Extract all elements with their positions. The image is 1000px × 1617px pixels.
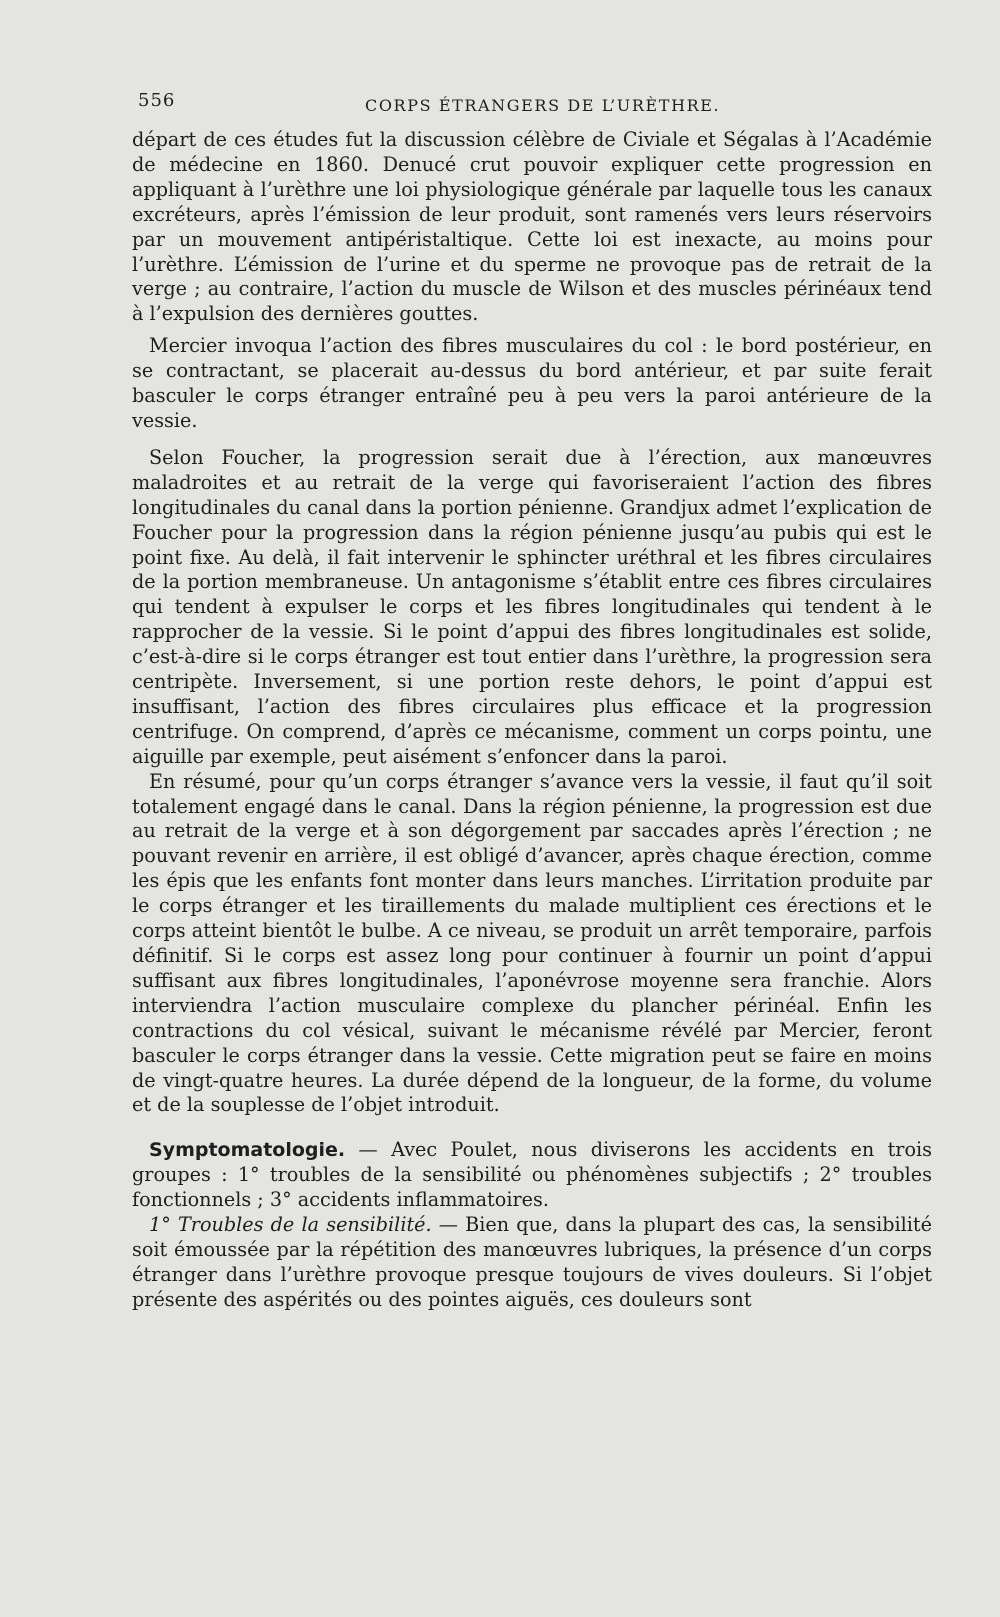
- troubles-text: — Bien que, dans la plupart des cas, la sensibilité soit émoussée par la répétition des manœuvres lubriques, la présence d’un corps étranger dans l’urèthre provoque presque toujours de vives douleurs. Si l’objet présente des aspérités ou des pointes aiguës, ces douleurs sont: [132, 1213, 932, 1311]
- running-title: CORPS ÉTRANGERS DE L’URÈTHRE.: [365, 96, 721, 115]
- section-heading-symptomatologie: Symptomatologie.: [149, 1139, 346, 1162]
- main-text: [132, 128, 932, 1313]
- page-number: 556: [138, 90, 176, 111]
- paragraph-foucher: Selon Foucher, la progression serait due à l’érection, aux manœuvres maladroites et au retrait de la verge qui favoriseraient l’action des fibres longitudinales du canal dans la portion pénienne. Grandjux admet l’explication de Foucher pour la progression dans la région pénienne jusqu’au pubis qui est le point fixe. Au delà, il fait intervenir le sphincter uréthral et les fibres circulaires de la portion membraneuse. Un antagonisme s’établit entre ces fibres circulaires qui tendent à expulser le corps et les fibres longitudinales qui tendent à le rapprocher de la vessie. Si le point d’appui des fibres longitudinales est solide, c’est-à-dire si le corps étranger est tout entier dans l’urèthre, la progression sera centripète. Inversement, si une portion reste dehors, le point d’appui est insuffisant, l’action des fibres circulaires plus efficace et la progression centrifuge. On comprend, d’après ce mécanisme, comment un corps pointu, une aiguille par exemple, peut aisément s’enfoncer dans la paroi.: [132, 445, 932, 768]
- paragraph-denuce: départ de ces études fut la discussion célèbre de Civiale et Ségalas à l’Académie de médecine en 1860. Denucé crut pouvoir expliquer cette progression en appliquant à l’urèthre une loi physiologique générale par laquelle tous les canaux excréteurs, après l’émission de leur produit, sont ramenés vers leurs réservoirs par un mouvement antipéristaltique. Cette loi est inexacte, au moins pour l’urèthre. L’émission de l’urine et du sperme ne provoque pas de retrait de la verge ; au contraire, l’action du muscle de Wilson et des muscles périnéaux tend à l’expulsion des dernières gouttes.: [132, 128, 932, 326]
- paragraph-symptomatologie: [132, 1138, 932, 1213]
- symptomatologie-text: — Avec Poulet, nous diviserons les accidents en trois groupes : 1° troubles de la sensibilité ou phénomènes subjectifs ; 2° troubles fonctionnels ; 3° accidents inflammatoires.: [132, 1138, 932, 1212]
- paragraph-mercier: Mercier invoqua l’action des fibres musculaires du col : le bord postérieur, en se contractant, se placerait au-dessus du bord antérieur, et par suite ferait basculer le corps étranger entraîné peu à peu vers la paroi antérieure de la vessie.: [132, 334, 932, 432]
- paragraph-troubles-sensibilite: [132, 1213, 932, 1313]
- paragraph-resume: En résumé, pour qu’un corps étranger s’avance vers la vessie, il faut qu’il soit totalement engagé dans le canal. Dans la région pénienne, la progression est due au retrait de la verge et à son dégorgement par saccades après l’érection ; ne pouvant revenir en arrière, il est obligé d’avancer, après chaque érection, comme les épis que les enfants font monter dans leurs manches. L’irritation produite par le corps étranger et les tiraillements du malade multiplient ces érections et le corps atteint bientôt le bulbe. A ce niveau, se produit un arrêt temporaire, parfois définitif. Si le corps est assez long pour continuer à fournir un point d’appui suffisant aux fibres longitudinales, l’aponévrose moyenne sera franchie. Alors interviendra l’action musculaire complexe du plancher périnéal. Enfin les contractions du col vésical, suivant le mécanisme révélé par Mercier, feront basculer le corps étranger dans la vessie. Cette migration peut se faire en moins de vingt-quatre heures. La durée dépend de la longueur, de la forme, du volume et de la souplesse de l’objet introduit.: [132, 769, 932, 1117]
- subsection-heading-troubles: 1° Troubles de la sensibilité.: [149, 1213, 432, 1237]
